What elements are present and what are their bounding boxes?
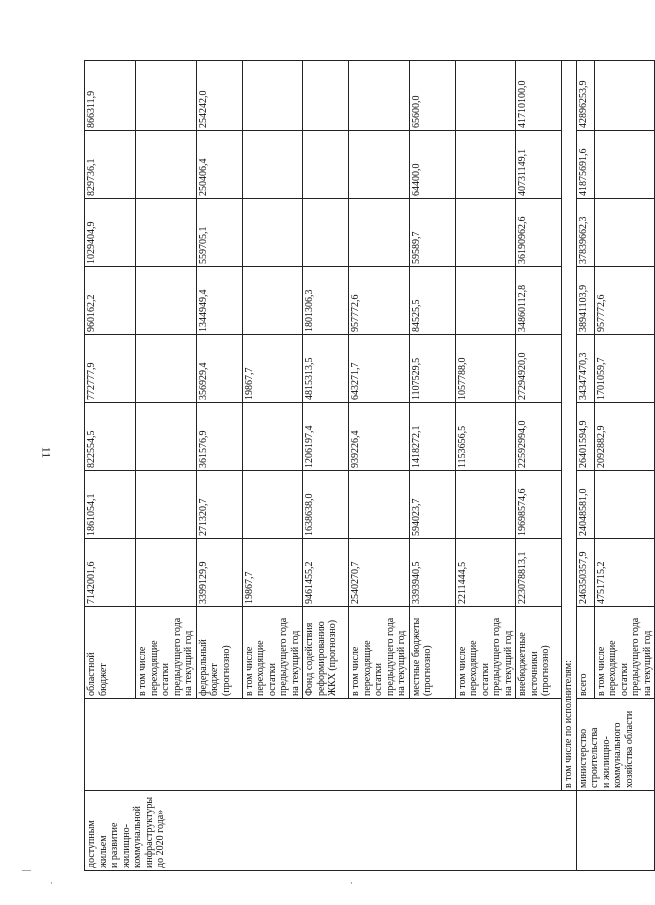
value-cell: 3399129,9 [196, 539, 242, 607]
value-cell [136, 471, 197, 539]
scan-mark: · [50, 878, 53, 888]
table-row [576, 61, 594, 871]
value-cell: 246350357,9 [576, 539, 594, 607]
value-cell: 1418272,1 [409, 403, 455, 471]
value-cell [242, 131, 303, 199]
value-cell [136, 335, 197, 403]
value-cell [136, 131, 197, 199]
executors-header-row [562, 61, 577, 871]
value-cell: 957772,6 [349, 267, 410, 335]
value-cell [136, 267, 197, 335]
value-cell: 27294920,0 [516, 335, 562, 403]
value-cell [242, 267, 303, 335]
value-cell: 2092882,9 [594, 403, 655, 471]
value-cell: 559705,1 [196, 199, 242, 267]
scan-mark: — [22, 865, 31, 875]
value-cell: 356929,4 [196, 335, 242, 403]
value-cell: 41875691,6 [576, 131, 594, 199]
program-name-cell: доступным жильем и развитие жилищно- коммунальной инфраструктуры до 2020 года» [85, 791, 577, 871]
source-label-cell: в том числе переходящие остатки предыдущего года на текущий год [242, 607, 303, 699]
value-cell: 59589,7 [409, 199, 455, 267]
value-cell: 271320,7 [196, 471, 242, 539]
value-cell: 2211444,5 [455, 539, 516, 607]
value-cell: 1638638,0 [303, 471, 349, 539]
value-cell: 41710100,0 [516, 61, 562, 131]
value-cell: 960162,2 [85, 267, 136, 335]
value-cell [349, 471, 410, 539]
value-cell [455, 471, 516, 539]
value-cell: 822554,5 [85, 403, 136, 471]
empty-cell [576, 791, 655, 871]
value-cell [242, 61, 303, 131]
value-cell [455, 267, 516, 335]
value-cell: 65600,0 [409, 61, 455, 131]
value-cell [349, 131, 410, 199]
value-cell: 1344949,4 [196, 267, 242, 335]
scan-mark: · [350, 878, 353, 888]
value-cell: 223078813,1 [516, 539, 562, 607]
source-label-cell: в том числе переходящие остатки предыдущего года на текущий год [455, 607, 516, 699]
empty-cell [85, 699, 562, 791]
value-cell: 1107529,5 [409, 335, 455, 403]
source-label-cell: в том числе переходящие остатки предыдущего года на текущий год [136, 607, 197, 699]
value-cell [455, 199, 516, 267]
executors-header-cell: в том числе по исполнителям: [562, 61, 577, 791]
value-cell: 1701059,7 [594, 335, 655, 403]
value-cell [349, 199, 410, 267]
value-cell: 254242,0 [196, 61, 242, 131]
value-cell: 594023,7 [409, 471, 455, 539]
value-cell: 1861054,1 [85, 471, 136, 539]
value-cell [242, 199, 303, 267]
value-cell: 1206197,4 [303, 403, 349, 471]
value-cell [594, 61, 655, 131]
value-cell: 42896253,9 [576, 61, 594, 131]
value-cell: 9461455,2 [303, 539, 349, 607]
value-cell: 3393940,5 [409, 539, 455, 607]
value-cell [136, 199, 197, 267]
value-cell: 36190962,6 [516, 199, 562, 267]
value-cell: 361576,9 [196, 403, 242, 471]
value-cell [455, 131, 516, 199]
value-cell [136, 61, 197, 131]
value-cell [594, 131, 655, 199]
value-cell [303, 131, 349, 199]
value-cell: 829736,1 [85, 131, 136, 199]
budget-table [84, 60, 655, 871]
value-cell: 84525,5 [409, 267, 455, 335]
value-cell [242, 403, 303, 471]
value-cell: 19867,7 [242, 335, 303, 403]
value-cell: 1029404,9 [85, 199, 136, 267]
value-cell: 4815313,5 [303, 335, 349, 403]
source-label-cell: внебюджетные источники (прогнозно) [516, 607, 562, 699]
value-cell [303, 61, 349, 131]
page-number: 11 [39, 446, 54, 459]
source-label-cell: федеральный бюджет (прогнозно) [196, 607, 242, 699]
value-cell: 7142001,6 [85, 539, 136, 607]
source-label-cell: в том числе переходящие остатки предыдущего года на текущий год [594, 607, 655, 699]
value-cell: 4751715,2 [594, 539, 655, 607]
value-cell [594, 471, 655, 539]
rotated-table-container [84, 61, 653, 871]
value-cell: 1057788,0 [455, 335, 516, 403]
value-cell: 19698574,6 [516, 471, 562, 539]
value-cell: 2540270,7 [349, 539, 410, 607]
value-cell: 26401594,9 [576, 403, 594, 471]
value-cell [136, 539, 197, 607]
source-label-cell: областной бюджет [85, 607, 136, 699]
value-cell: 19867,7 [242, 539, 303, 607]
value-cell: 643271,7 [349, 335, 410, 403]
value-cell: 22592994,0 [516, 403, 562, 471]
value-cell [594, 199, 655, 267]
source-label-cell: всего [576, 607, 594, 699]
value-cell [136, 403, 197, 471]
source-label-cell: Фонд содействия реформированию ЖКХ (прогнозно) [303, 607, 349, 699]
scan-mark: – [322, 865, 327, 875]
value-cell: 64400,0 [409, 131, 455, 199]
source-label-cell: местные бюджеты (прогнозно) [409, 607, 455, 699]
value-cell: 957772,6 [594, 267, 655, 335]
value-cell: 772777,9 [85, 335, 136, 403]
table-row [85, 61, 136, 871]
value-cell: 34860112,8 [516, 267, 562, 335]
value-cell: 939226,4 [349, 403, 410, 471]
value-cell: 866311,9 [85, 61, 136, 131]
value-cell: 250406,4 [196, 131, 242, 199]
value-cell [349, 61, 410, 131]
value-cell: 34347470,3 [576, 335, 594, 403]
executor-name-cell: министерство строительства и жилищно- коммунального хозяйства области [576, 699, 655, 791]
source-label-cell: в том числе переходящие остатки предыдущего года на текущий год [349, 607, 410, 699]
value-cell: 1801306,3 [303, 267, 349, 335]
value-cell: 37839662,3 [576, 199, 594, 267]
scan-mark: — [608, 865, 617, 875]
value-cell: 24048581,0 [576, 471, 594, 539]
value-cell: 1153656,5 [455, 403, 516, 471]
value-cell [303, 199, 349, 267]
value-cell [455, 61, 516, 131]
value-cell: 40731149,1 [516, 131, 562, 199]
value-cell: 38941103,9 [576, 267, 594, 335]
value-cell [242, 471, 303, 539]
